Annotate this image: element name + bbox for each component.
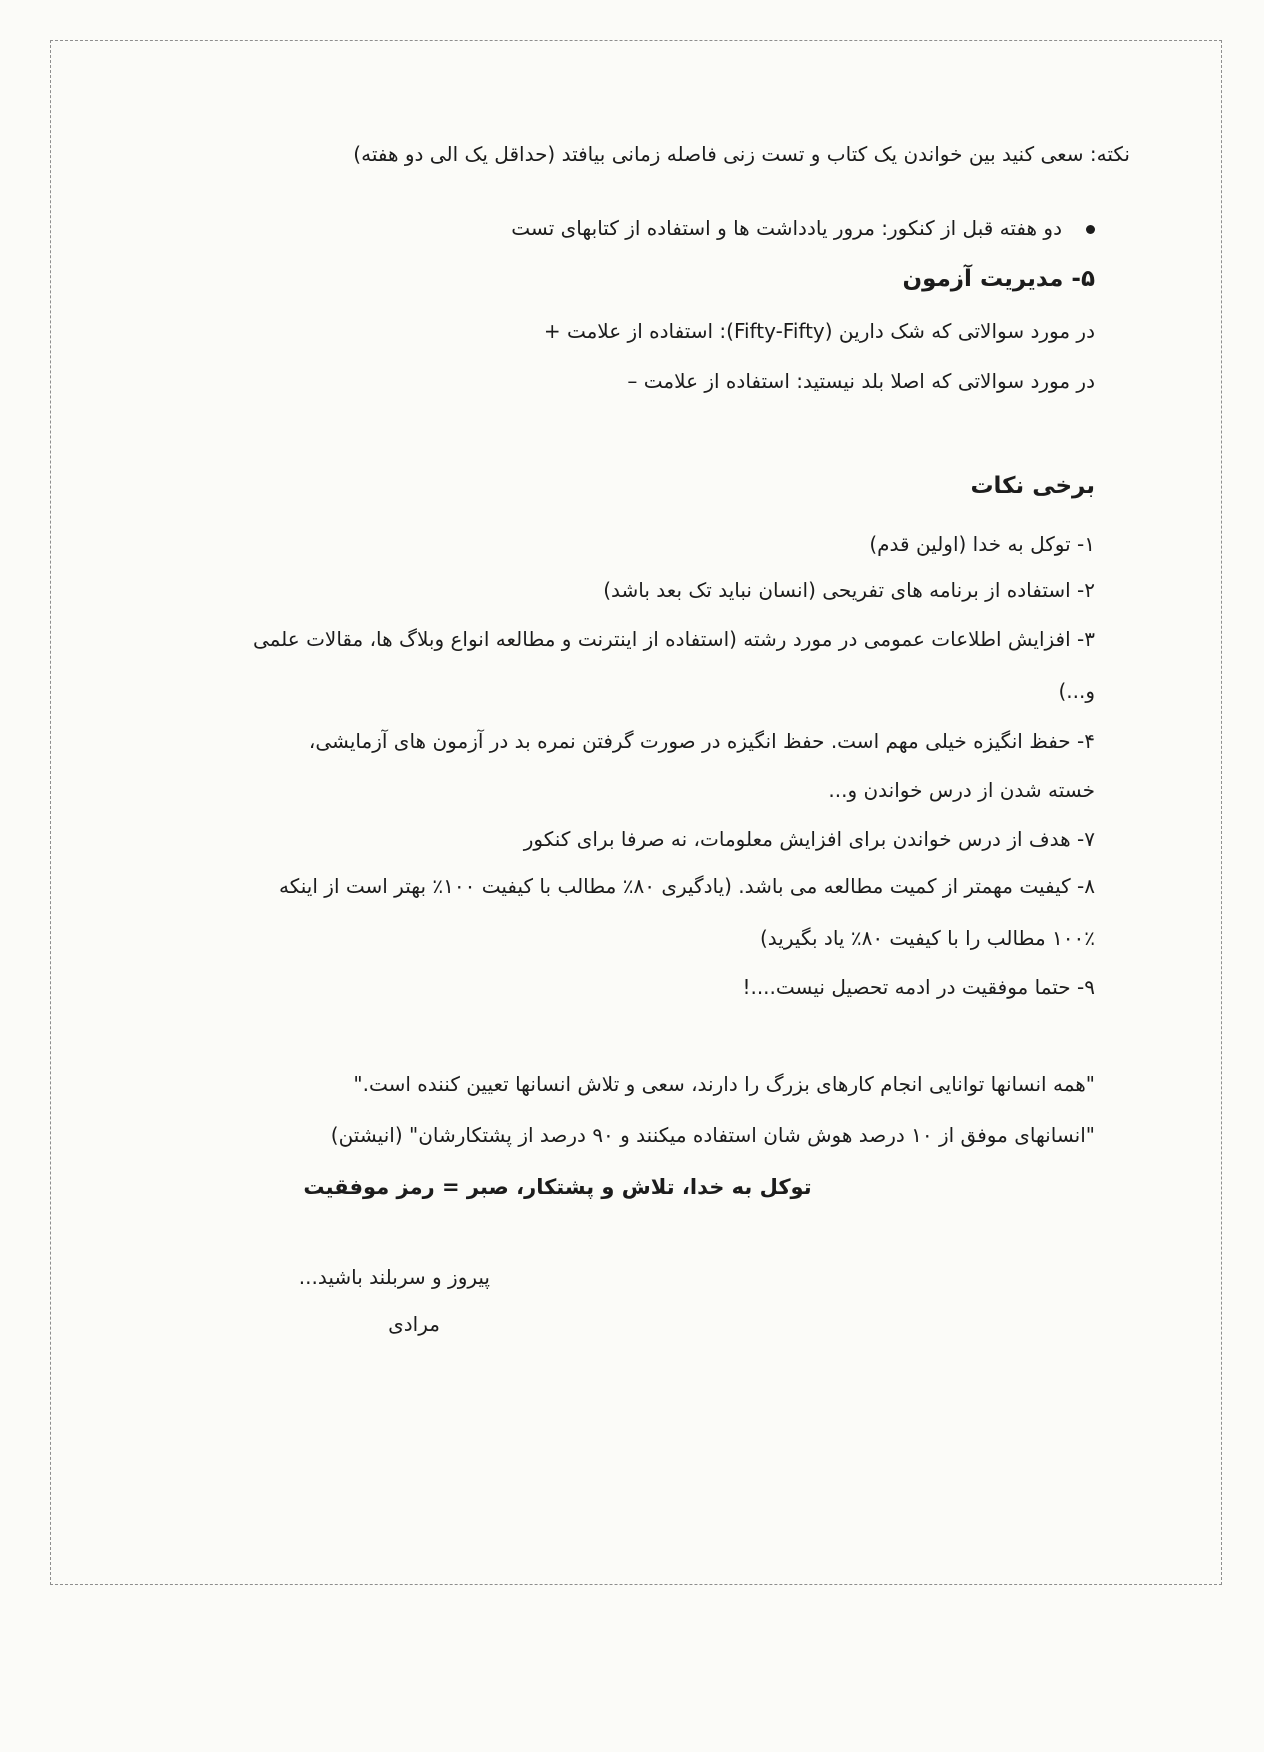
- tip-line: خسته شدن از درس خواندن و...: [828, 778, 1095, 802]
- tip-line: ۷- هدف از درس خواندن برای افزایش معلومات، نه صرفا برای کنکور: [523, 827, 1095, 851]
- tip-line: ۳- افزایش اطلاعات عمومی در مورد رشته (استفاده از اینترنت و مطالعه انواع وبلاگ ها، مقالات علمی: [252, 627, 1095, 651]
- quote-line: "انسانهای موفق از ۱۰ درصد هوش شان استفاده میکنند و ۹۰ درصد از پشتکارشان" (انیشتن): [330, 1123, 1095, 1147]
- tip-line: ۲- استفاده از برنامه های تفریحی (انسان نباید تک بعد باشد): [603, 578, 1095, 602]
- note-line: نکته: سعی کنید بین خواندن یک کتاب و تست زنی فاصله زمانی بیافتد (حداقل یک الی دو هفته): [353, 142, 1130, 166]
- exam-management-line: در مورد سوالاتی که اصلا بلد نیستید: استفاده از علامت –: [627, 369, 1095, 393]
- signature: مرادی: [388, 1312, 440, 1336]
- tip-line: و...): [1058, 679, 1095, 703]
- closing-line: پیروز و سربلند باشید...: [298, 1265, 490, 1289]
- bullet-item: [511, 215, 1095, 241]
- tips-heading: برخی نکات: [970, 473, 1095, 499]
- bullet-text: دو هفته قبل از کنکور: مرور یادداشت ها و استفاده از کتابهای تست: [511, 216, 1062, 240]
- tip-line: ۱- توکل به خدا (اولین قدم): [869, 532, 1095, 556]
- tip-line: ۹- حتما موفقیت در ادمه تحصیل نیست....!: [742, 975, 1095, 999]
- tip-line: ۴- حفظ انگیزه خیلی مهم است. حفظ انگیزه در صورت گرفتن نمره بد در آزمون های آزمایشی،: [308, 729, 1095, 753]
- bullet-dot-icon: [1086, 225, 1095, 234]
- tip-line: ۱۰۰٪ مطالب را با کیفیت ۸۰٪ یاد بگیرید): [760, 926, 1095, 950]
- quote-line: "همه انسانها توانایی انجام کارهای بزرگ را دارند، سعی و تلاش انسانها تعیین کننده است.": [353, 1072, 1095, 1096]
- tip-line: ۸- کیفیت مهمتر از کمیت مطالعه می باشد. (یادگیری ۸۰٪ مطالب با کیفیت ۱۰۰٪ بهتر است از اینکه: [279, 874, 1095, 898]
- exam-management-line: در مورد سوالاتی که شک دارین (Fifty-Fifty): استفاده از علامت +: [543, 319, 1095, 343]
- exam-management-heading: ۵- مدیریت آزمون: [902, 266, 1095, 292]
- motto-line: توکل به خدا، تلاش و پشتکار، صبر = رمز موفقیت: [303, 1175, 812, 1199]
